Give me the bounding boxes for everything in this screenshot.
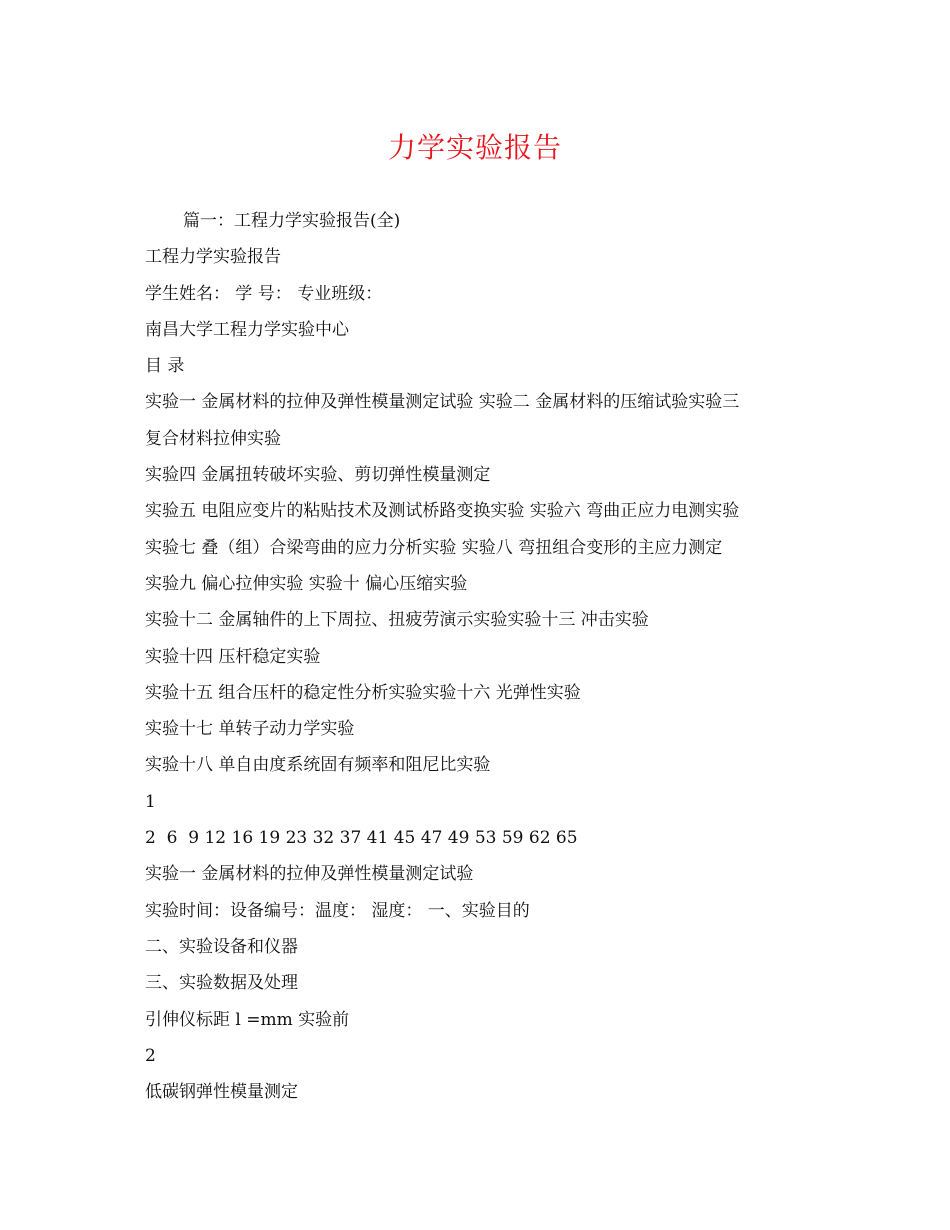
toc-item: 实验四 金属扭转破坏实验、剪切弹性模量测定 [145, 465, 491, 486]
document-title: 力学实验报告 [387, 131, 562, 164]
toc-item: 实验十七 单转子动力学实验 [145, 719, 355, 740]
toc-item: 实验十四 压杆稳定实验 [145, 646, 321, 667]
section-line: 三、实验数据及处理 [145, 973, 298, 994]
toc-item: 复合材料拉伸实验 [145, 428, 281, 449]
institution-line: 南昌大学工程力学实验中心 [145, 319, 349, 340]
experiment-info-line: 实验时间：设备编号：温度： 湿度： 一、实验目的 [145, 900, 530, 921]
page-number-line: 2 [145, 1045, 156, 1066]
toc-item: 实验七 叠（组）合梁弯曲的应力分析实验 实验八 弯扭组合变形的主应力测定 [145, 537, 723, 558]
student-info-line: 学生姓名： 学 号： 专业班级： [145, 283, 383, 304]
toc-item: 实验一 金属材料的拉伸及弹性模量测定试验 实验二 金属材料的压缩试验实验三 [145, 392, 740, 413]
toc-item: 实验十五 组合压杆的稳定性分析实验实验十六 光弹性实验 [145, 682, 581, 703]
toc-page-numbers: 2 6 9 12 16 19 23 32 37 41 45 47 49 53 59 62 65 [145, 828, 578, 849]
subsection-line: 低碳钢弹性模量测定 [145, 1082, 298, 1103]
toc-item: 实验九 偏心拉伸实验 实验十 偏心压缩实验 [145, 573, 468, 594]
section-line: 二、实验设备和仪器 [145, 936, 298, 957]
gauge-length-line: 引伸仪标距 l =mm 实验前 [145, 1009, 350, 1030]
section-heading: 篇一：工程力学实验报告(全) [183, 211, 401, 231]
toc-item: 实验五 电阻应变片的粘贴技术及测试桥路变换实验 实验六 弯曲正应力电测实验 [145, 501, 740, 522]
toc-heading: 目 录 [145, 356, 185, 377]
toc-item: 实验十八 单自由度系统固有频率和阻尼比实验 [145, 755, 491, 776]
report-title-line: 工程力学实验报告 [145, 247, 281, 268]
document-body [145, 203, 845, 1110]
page-number-line: 1 [145, 791, 156, 812]
experiment-heading: 实验一 金属材料的拉伸及弹性模量测定试验 [145, 864, 474, 885]
toc-item: 实验十二 金属轴件的上下周拉、扭疲劳演示实验实验十三 冲击实验 [145, 610, 649, 631]
